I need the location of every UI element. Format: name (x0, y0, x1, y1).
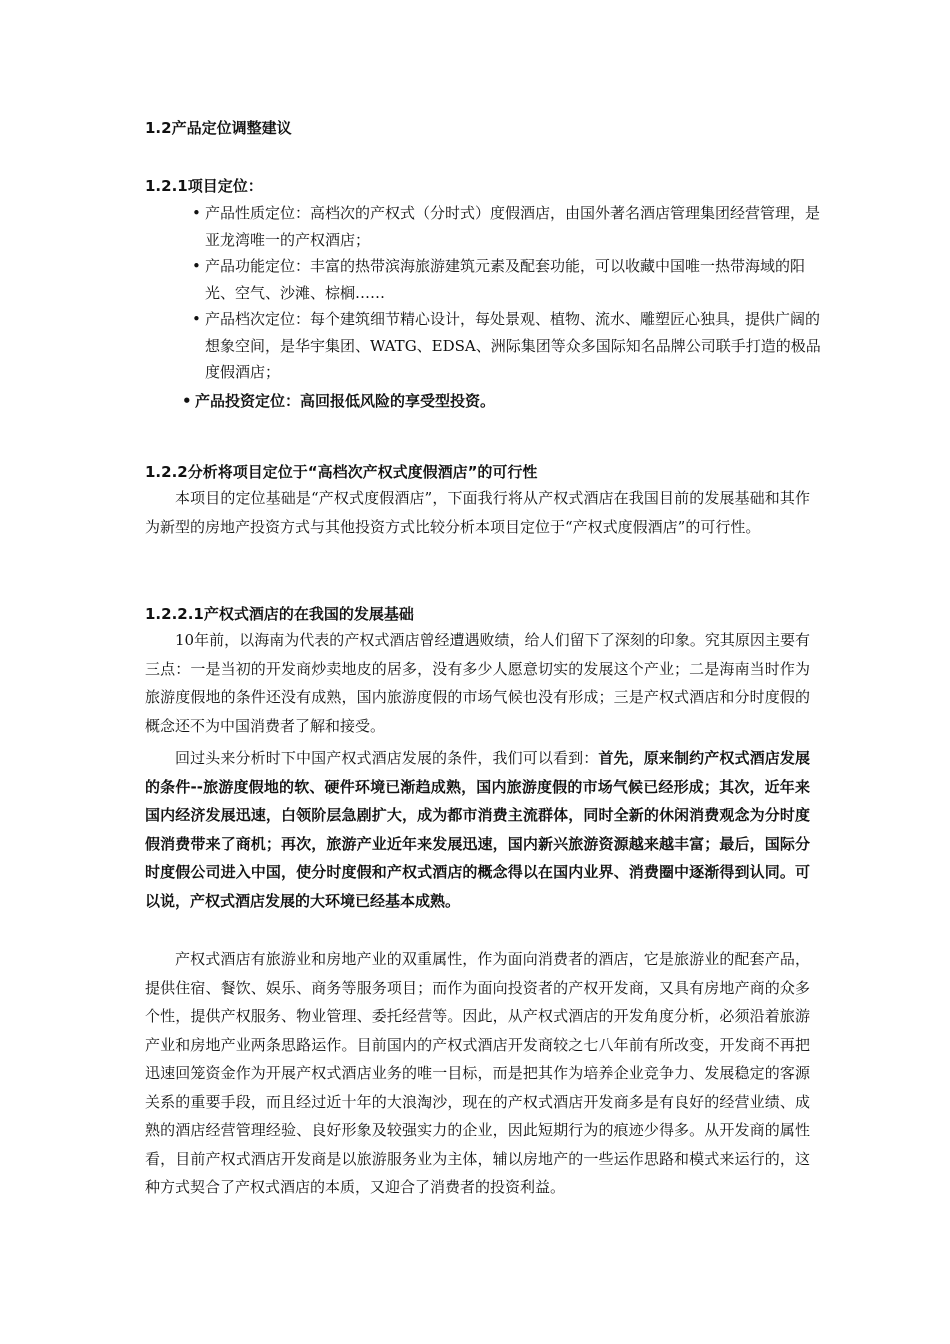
bullet-icon: • (192, 310, 201, 328)
list-item: • 产品性质定位：高档次的产权式（分时式）度假酒店，由国外著名酒店管理集团经营管理，是亚龙湾唯一的产权酒店； (145, 200, 825, 253)
heading-1-2-1: 1.2.1项目定位： (145, 177, 263, 195)
bullet-icon: • (192, 204, 201, 222)
bullet-icon: • (192, 257, 201, 275)
list-item: • 产品档次定位：每个建筑细节精心设计，每处景观、植物、流水、雕塑匠心独具，提供广阔的想象空间，是华宇集团、WATG、EDSA、洲际集团等众多国际知名品牌公司联手打造的极品度假酒店； (145, 306, 825, 386)
list-item: • 产品功能定位：丰富的热带滨海旅游建筑元素及配套功能，可以收藏中国唯一热带海域的阳光、空气、沙滩、棕榈…… (145, 253, 825, 306)
paragraph-history: 10年前，以海南为代表的产权式酒店曾经遭遇败绩，给人们留下了深刻的印象。究其原因主要有三点：一是当初的开发商炒卖地皮的居多，没有多少人愿意切实的发展这个产业；二是海南当时作为旅游度假地的条件还没有成熟，国内旅游度假的市场气候也没有形成；三是产权式酒店和分时度假的概念还不为中国消费者了解和接受。 (145, 631, 810, 735)
list-item-investment: • 产品投资定位：高回报低风险的享受型投资。 (145, 388, 825, 415)
paragraph-feasibility-intro: 本项目的定位基础是“产权式度假酒店”，下面我行将从产权式酒店在我国目前的发展基础和其作为新型的房地产投资方式与其他投资方式比较分析本项目定位于“产权式度假酒店”的可行性。 (145, 489, 810, 536)
positioning-list (145, 200, 825, 414)
heading-1-2-2: 1.2.2分析将项目定位于“高档次产权式度假酒店”的可行性 (145, 463, 538, 481)
paragraph-conditions: 回过头来分析时下中国产权式酒店发展的条件，我们可以看到：首先，原来制约产权式酒店发展的条件--旅游度假地的软、硬件环境已渐趋成熟，国内旅游度假的市场气候已经形成；其次，近年来国内经济发展迅速，白领阶层急剧扩大，成为都市消费主流群体，同时全新的休闲消费观念为分时度假消费带来了商机；再次，旅游产业近年来发展迅速，国内新兴旅游资源越来越丰富；最后，国际分时度假公司进入中国，使分时度假和产权式酒店的概念得以在国内业界、消费圈中逐渐得到认同。可以说，产权式酒店发展的大环境已经基本成熟。 (145, 749, 810, 910)
bullet-icon: • (182, 391, 192, 410)
paragraph-dual-attributes: 产权式酒店有旅游业和房地产业的双重属性，作为面向消费者的酒店，它是旅游业的配套产品，提供住宿、餐饮、娱乐、商务等服务项目；而作为面向投资者的产权开发商，又具有房地产商的众多个性，提供产权服务、物业管理、委托经营等。因此，从产权式酒店的开发角度分析，必须沿着旅游产业和房地产业两条思路运作。目前国内的产权式酒店开发商较之七八年前有所改变，开发商不再把迅速回笼资金作为开展产权式酒店业务的唯一目标，而是把其作为培养企业竞争力、发展稳定的客源关系的重要手段，而且经过近十年的大浪淘沙，现在的产权式酒店开发商多是有良好的经营业绩、成熟的酒店经营管理经验、良好形象及较强实力的企业，因此短期行为的痕迹少得多。从开发商的属性看，目前产权式酒店开发商是以旅游服务业为主体，辅以房地产的一些运作思路和模式来运行的，这种方式契合了产权式酒店的本质，又迎合了消费者的投资利益。 (145, 950, 810, 1196)
heading-1-2-2-1: 1.2.2.1产权式酒店的在我国的发展基础 (145, 605, 414, 623)
heading-1-2: 1.2产品定位调整建议 (145, 119, 292, 137)
